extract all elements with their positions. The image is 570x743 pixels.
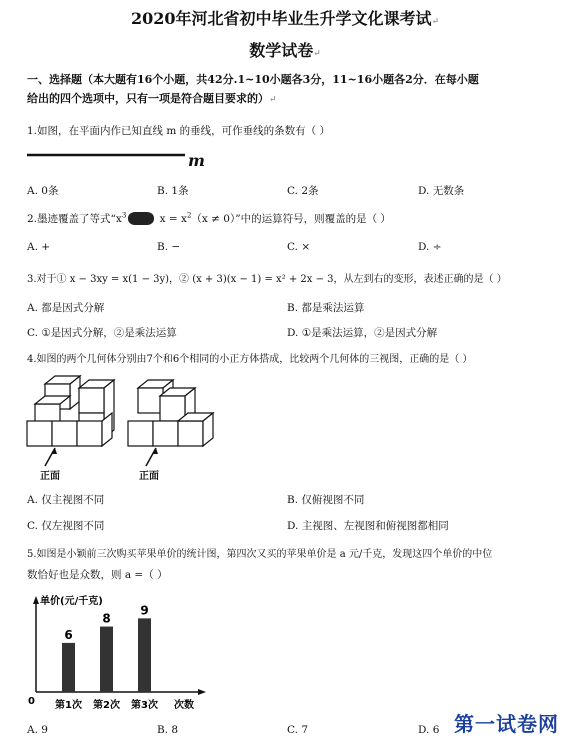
- q5-option-d[interactable]: D. 6: [418, 724, 440, 736]
- y-axis-label: 单价(元/千克): [40, 596, 103, 607]
- q4-option-b[interactable]: B. 仅俯视图不同: [287, 494, 365, 506]
- origin-label: 0: [28, 696, 35, 707]
- q1-stem: 1.如图，在平面内作已知直线 m 的垂线，可作垂线的条数有（ ）: [27, 125, 330, 137]
- section-heading-line1: 一、选择题（本大题有16个小题，共42分.1~10小题各3分，11~16小题各2分．在每小题: [27, 73, 479, 86]
- q2-stem: 2.墨迹覆盖了等式“$x^3$ $x = x^2(x \ne 0)$”中的运算符号，则覆盖的是（ ）: [27, 211, 391, 225]
- q2-option-d[interactable]: D. ÷: [418, 241, 442, 253]
- bar-3: [138, 618, 151, 692]
- q2-option-c[interactable]: C. ×: [287, 241, 311, 253]
- section-heading-line2: 给出的四个选项中，只有一项是符合题目要求的）↵: [27, 92, 277, 105]
- x-tick-label-2: 第2次: [93, 700, 120, 711]
- q1-option-a[interactable]: A. 0条: [27, 185, 59, 197]
- q3-option-a[interactable]: A. 都是因式分解: [27, 302, 105, 314]
- y-axis-arrow: [33, 596, 39, 604]
- q4-option-a[interactable]: A. 仅主视图不同: [27, 494, 105, 506]
- q5-option-a[interactable]: A. 9: [27, 724, 48, 736]
- bar-value-label-2: 8: [102, 611, 111, 626]
- bar-1: [62, 643, 75, 692]
- exam-title: 2020年河北省初中毕业生升学文化课考试↵: [130, 9, 440, 28]
- q1-option-b[interactable]: B. 1条: [157, 185, 189, 197]
- q5-stem-line1: 5.如图是小颖前三次购买苹果单价的统计图，第四次又买的苹果单价是 a 元/千克，发现这四个单价的中位: [27, 549, 493, 560]
- q3-option-c[interactable]: C. ①是因式分解，②是乘法运算: [27, 327, 177, 339]
- section-heading: [27, 70, 479, 110]
- watermark-logo: 第一试卷网: [454, 712, 559, 736]
- q2-option-b[interactable]: B. −: [157, 241, 181, 253]
- q5-option-b[interactable]: B. 8: [157, 724, 179, 736]
- line-m-label: m: [188, 151, 205, 170]
- q1-option-d[interactable]: D. 无数条: [418, 185, 465, 197]
- exam-subtitle: 数学试卷↵: [249, 41, 321, 60]
- x-axis-arrow: [198, 689, 206, 695]
- q3-option-d[interactable]: D. ①是乘法运算，②是因式分解: [287, 327, 438, 339]
- q1-option-c[interactable]: C. 2条: [287, 185, 319, 197]
- x-tick-label-1: 第1次: [55, 700, 82, 711]
- bar-value-label-3: 9: [140, 603, 149, 618]
- q4-option-c[interactable]: C. 仅左视图不同: [27, 520, 105, 532]
- q4-front-label-1: 正面: [40, 471, 60, 482]
- bar-value-label-1: 6: [64, 627, 73, 642]
- bar-2: [100, 627, 113, 692]
- q5-stem-line2: 数恰好也是众数，则 a =（ ）: [27, 569, 168, 581]
- q4-stem: 4.如图的两个几何体分别由7个和6个相同的小正方体搭成，比较两个几何体的三视图，正确的是（ ）: [27, 354, 473, 365]
- x-axis-label: 次数: [174, 700, 194, 711]
- q4-solid-1-figure: [27, 376, 137, 481]
- q4-front-label-2: 正面: [139, 471, 159, 482]
- q2-option-a[interactable]: A. +: [27, 241, 51, 253]
- q4-solid-2-figure: [128, 376, 238, 481]
- q3-stem: 3.对于① x − 3xy = x(1 − 3y)，② (x + 3)(x − 1) = x² + 2x − 3，从左到右的变形，表述正确的是（ ）: [27, 274, 507, 285]
- x-tick-label-3: 第3次: [131, 700, 158, 711]
- ink-blot-icon: [128, 212, 154, 225]
- q5-bar-chart: [24, 590, 214, 715]
- q4-option-d[interactable]: D. 主视图、左视图和俯视图都相同: [287, 520, 449, 532]
- q5-option-c[interactable]: C. 7: [287, 724, 309, 736]
- q3-option-b[interactable]: B. 都是乘法运算: [287, 302, 365, 314]
